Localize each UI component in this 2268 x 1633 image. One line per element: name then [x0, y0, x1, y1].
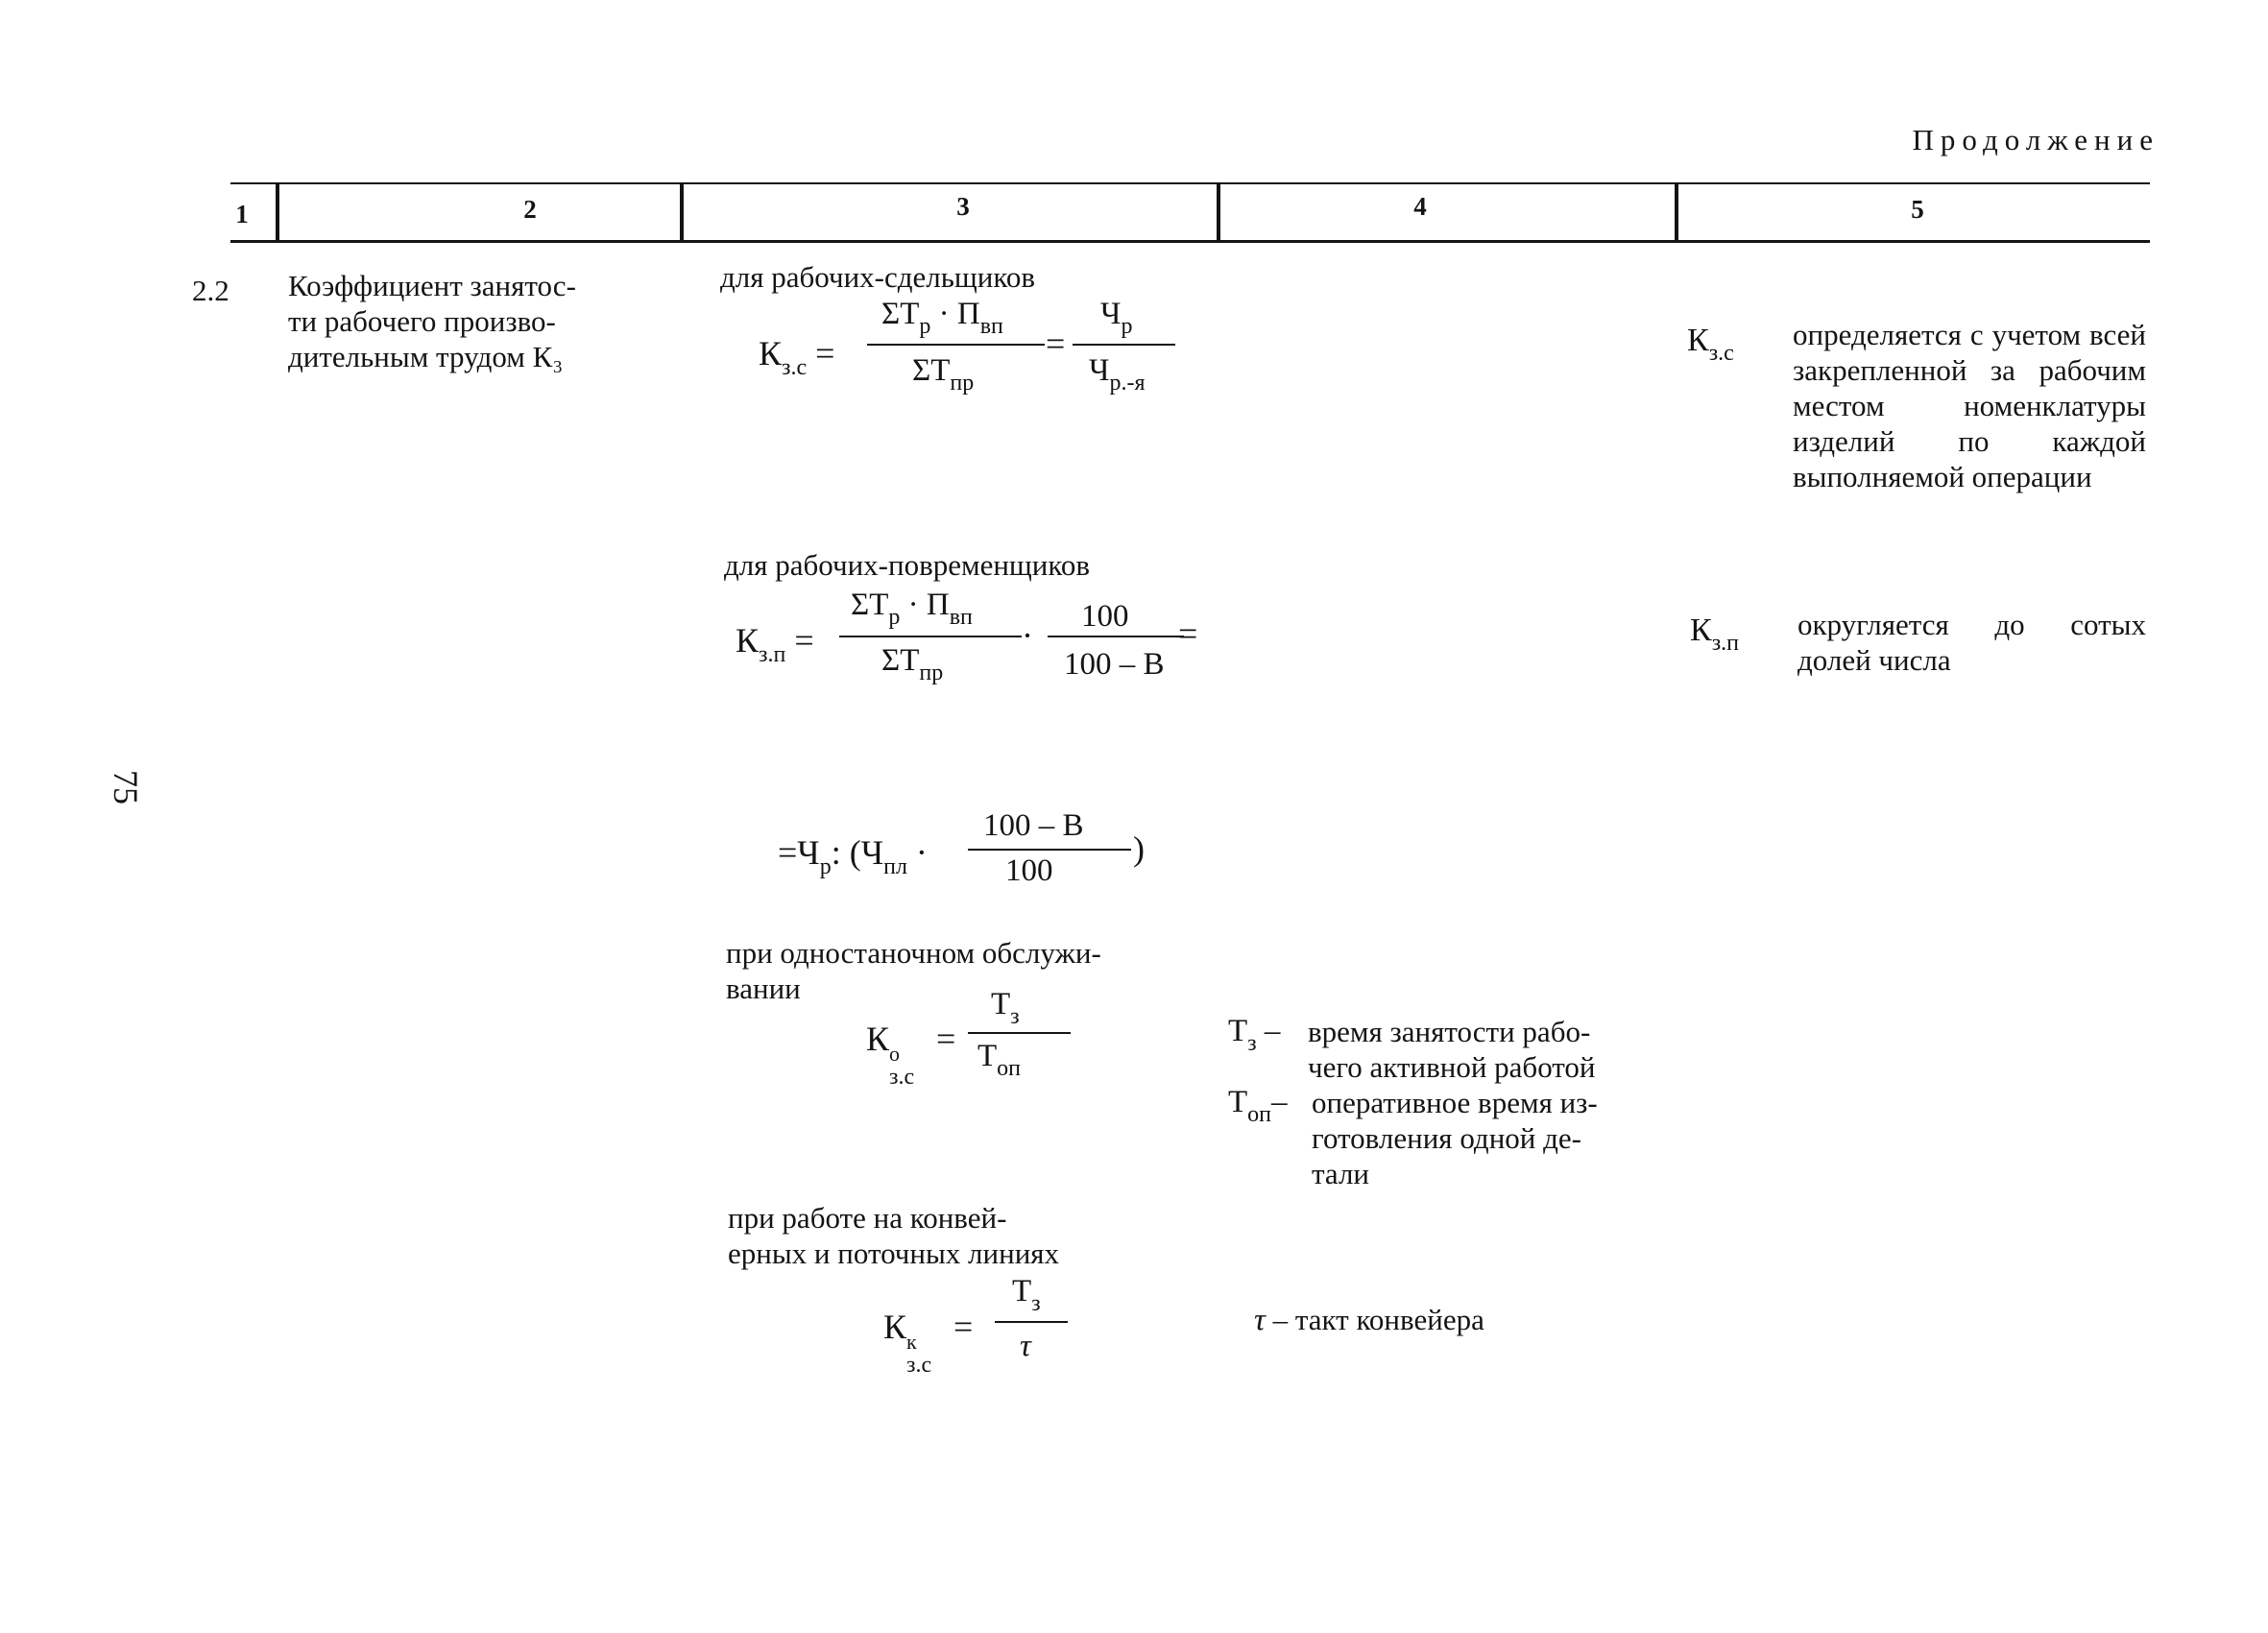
time-workers-label: для рабочих-повременщиков — [724, 548, 1091, 582]
denominator: τ — [1020, 1329, 1031, 1363]
single-machine-label: при одностаночном обслужи- — [726, 936, 1101, 970]
remark-text: определяется с учетом всей закрепленной за рабочим местом номенклатуры изделий по каждой выполняемой операции — [1793, 318, 2146, 493]
title-line: ти рабочего произво- — [288, 304, 556, 338]
note-line: готовления одной де- — [1312, 1121, 1581, 1155]
fraction-bar — [968, 1032, 1071, 1034]
equals-sign: = — [1178, 614, 1198, 653]
formula-lhs: К к з.с = — [883, 1308, 974, 1378]
denominator: $Ч_{р.-я}$ — [1089, 353, 1146, 396]
equals-sign: = — [1046, 324, 1066, 363]
column-header-2: 2 — [523, 195, 537, 224]
title-line: дительным трудом К₃ — [288, 340, 564, 373]
formula-lhs: $К_{з.п}$ = — [736, 621, 814, 667]
fraction-bar — [839, 636, 1022, 637]
denominator: 100 – В — [1064, 647, 1165, 682]
column-header-4: 4 — [1413, 192, 1427, 221]
fraction-bar — [867, 344, 1045, 346]
note-symbol: $Т_з$ – — [1228, 1014, 1281, 1056]
note-line: оперативное время из- — [1312, 1086, 1598, 1119]
page-number: 75 — [107, 770, 145, 804]
fraction-bar — [968, 849, 1131, 851]
numerator: 100 – В — [983, 808, 1084, 843]
denominator: $Т_{оп}$ — [977, 1039, 1022, 1081]
piece-workers-label: для рабочих-сдельщиков — [720, 260, 1035, 294]
numerator: $Ч_р$ — [1100, 297, 1133, 339]
note-line: чего активной работой — [1308, 1050, 1596, 1084]
formula-lhs: К о з.с = — [866, 1020, 956, 1090]
numerator: $Т_з$ — [991, 987, 1020, 1029]
remark-symbol: $К_{з.п}$ — [1690, 612, 1740, 656]
conveyor-label: ерных и поточных линиях — [728, 1237, 1060, 1270]
continuation-label: Продолжение — [1912, 123, 2159, 156]
conveyor-label: при работе на конвей- — [728, 1201, 1007, 1235]
multiply-dot: · — [1022, 616, 1033, 655]
continuation-lhs: $=Ч_р$: ($Ч_{пл}$ · — [778, 833, 928, 879]
remark-symbol: $К_{з.с}$ — [1687, 323, 1734, 366]
note-line: тали — [1312, 1157, 1370, 1190]
denominator: 100 — [1005, 853, 1053, 888]
denominator: $\Sigma Т_{пр}$ — [881, 643, 944, 685]
fraction-bar — [1073, 344, 1175, 346]
fraction-bar — [995, 1321, 1068, 1323]
numerator: $\Sigma Т_р \cdot П_{вп}$ — [851, 588, 973, 630]
denominator: $\Sigma Т_{пр}$ — [912, 353, 975, 396]
note-symbol: $Т_{оп}-$ — [1228, 1085, 1288, 1127]
column-header-1: 1 — [235, 200, 249, 228]
fraction-bar — [1048, 636, 1184, 637]
close-paren: ) — [1133, 829, 1145, 868]
remark-text: округляется до сотых долей числа — [1798, 608, 2146, 677]
conveyor-note: τ – такт конвейера — [1254, 1303, 1484, 1337]
column-header-3: 3 — [956, 192, 970, 221]
column-header-5: 5 — [1911, 195, 1924, 224]
note-line: время занятости рабо- — [1308, 1015, 1591, 1048]
row-number: 2.2 — [192, 274, 229, 307]
formula-lhs: $К_{з.с}$ = — [759, 334, 835, 380]
single-machine-label: вании — [726, 972, 801, 1005]
numerator: $Т_з$ — [1012, 1274, 1041, 1316]
title-line: Коэффициент занятос- — [288, 269, 576, 302]
numerator: 100 — [1081, 599, 1129, 634]
numerator: $\Sigma Т_р \cdot П_{вп}$ — [881, 297, 1003, 339]
